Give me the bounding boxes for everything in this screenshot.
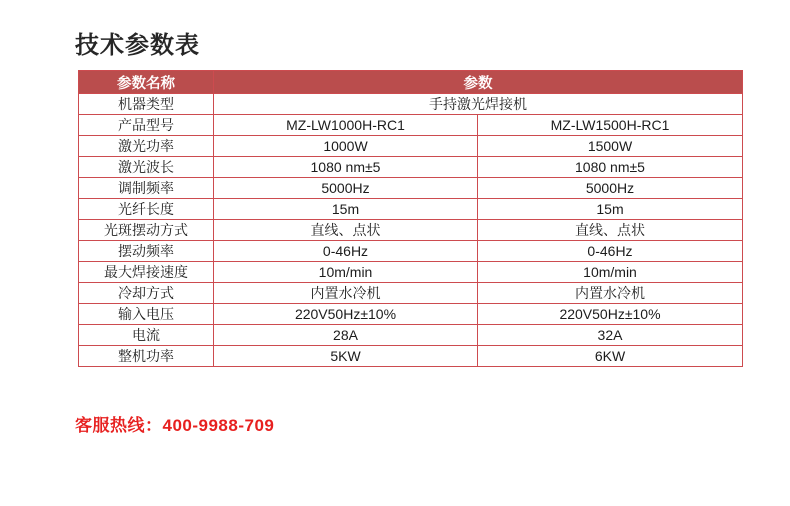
table-row — [79, 178, 743, 199]
row-value-1: 1080 nm±5 — [214, 157, 478, 178]
row-value-1: 0-46Hz — [214, 241, 478, 262]
row-label: 光纤长度 — [79, 199, 214, 220]
row-value-1: MZ-LW1000H-RC1 — [214, 115, 478, 136]
row-label: 最大焊接速度 — [79, 262, 214, 283]
row-label: 激光波长 — [79, 157, 214, 178]
row-value-1: 28A — [214, 325, 478, 346]
row-value-2: 内置水冷机 — [478, 283, 743, 304]
table-row — [79, 115, 743, 136]
header-cell-param-name: 参数名称 — [79, 71, 214, 94]
row-value-1: 1000W — [214, 136, 478, 157]
row-label: 激光功率 — [79, 136, 214, 157]
row-value-1: 10m/min — [214, 262, 478, 283]
table-row — [79, 283, 743, 304]
row-value-2: 32A — [478, 325, 743, 346]
row-value-2: 1080 nm±5 — [478, 157, 743, 178]
page-title: 技术参数表 — [75, 32, 200, 59]
row-label: 输入电压 — [79, 304, 214, 325]
table-row — [79, 94, 743, 115]
table-header-row — [79, 71, 743, 94]
row-value-2: MZ-LW1500H-RC1 — [478, 115, 743, 136]
row-value-2: 10m/min — [478, 262, 743, 283]
row-value-2: 0-46Hz — [478, 241, 743, 262]
table-row — [79, 220, 743, 241]
table-row — [79, 199, 743, 220]
table-row — [79, 304, 743, 325]
row-value-1: 15m — [214, 199, 478, 220]
row-value-1: 220V50Hz±10% — [214, 304, 478, 325]
row-value-merged: 手持激光焊接机 — [214, 94, 743, 115]
row-value-1: 直线、点状 — [214, 220, 478, 241]
hotline — [75, 411, 274, 436]
row-label: 机器类型 — [79, 94, 214, 115]
row-label: 调制频率 — [79, 178, 214, 199]
row-value-1: 5000Hz — [214, 178, 478, 199]
table-row — [79, 325, 743, 346]
row-value-1: 内置水冷机 — [214, 283, 478, 304]
table-row — [79, 241, 743, 262]
hotline-label: 客服热线： — [75, 416, 163, 435]
row-value-2: 15m — [478, 199, 743, 220]
row-label: 产品型号 — [79, 115, 214, 136]
row-value-2: 6KW — [478, 346, 743, 367]
spec-table — [78, 70, 743, 367]
row-label: 电流 — [79, 325, 214, 346]
row-label: 光斑摆动方式 — [79, 220, 214, 241]
table-row — [79, 346, 743, 367]
row-label: 摆动频率 — [79, 241, 214, 262]
row-value-2: 220V50Hz±10% — [478, 304, 743, 325]
row-value-1: 5KW — [214, 346, 478, 367]
header-cell-param-value: 参数 — [214, 71, 743, 94]
row-value-2: 1500W — [478, 136, 743, 157]
row-label: 冷却方式 — [79, 283, 214, 304]
row-label: 整机功率 — [79, 346, 214, 367]
row-value-2: 直线、点状 — [478, 220, 743, 241]
table-row — [79, 157, 743, 178]
row-value-2: 5000Hz — [478, 178, 743, 199]
table-row — [79, 262, 743, 283]
hotline-number: 400-9988-709 — [162, 416, 275, 435]
table-row — [79, 136, 743, 157]
